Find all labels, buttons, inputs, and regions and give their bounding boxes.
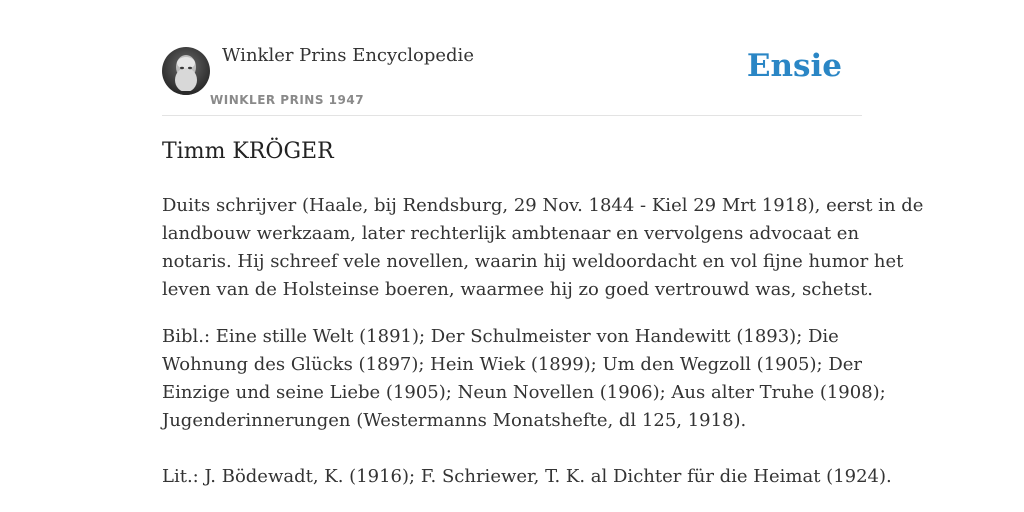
article-title: Timm KRÖGER — [162, 139, 334, 164]
paragraph-line: Jugenderinnerungen (Westermanns Monatshefte, dl 125, 1918). — [162, 410, 747, 431]
paragraph-line: Bibl.: Eine stille Welt (1891); Der Schulmeister von Handewitt (1893); Die — [162, 326, 839, 347]
article-paragraph-bibliography — [162, 323, 886, 435]
paragraph-line: landbouw werkzaam, later rechterlijk ambtenaar en vervolgens advocaat en — [162, 223, 860, 244]
ensie-logo-link[interactable]: Ensie — [746, 48, 842, 84]
article-paragraph-biography — [162, 192, 924, 304]
paragraph-line: leven van de Holsteinse boeren, waarmee hij zo goed vertrouwd was, schetst. — [162, 279, 874, 300]
paragraph-line: Einzige und seine Liebe (1905); Neun Novellen (1906); Aus alter Truhe (1908); — [162, 382, 886, 403]
article-paragraph-literature — [162, 463, 892, 491]
site-title[interactable]: Winkler Prins Encyclopedie — [222, 45, 474, 66]
header-divider — [162, 115, 862, 116]
author-avatar[interactable] — [162, 47, 210, 95]
paragraph-line: Lit.: J. Bödewadt, K. (1916); F. Schriewer, T. K. al Dichter für die Heimat (1924). — [162, 466, 892, 487]
paragraph-line: notaris. Hij schreef vele novellen, waarin hij weldoordacht en vol fijne humor het — [162, 251, 904, 272]
paragraph-line: Duits schrijver (Haale, bij Rendsburg, 29 Nov. 1844 - Kiel 29 Mrt 1918), eerst in de — [162, 195, 924, 216]
paragraph-line: Wohnung des Glücks (1897); Hein Wiek (1899); Um den Wegzoll (1905); Der — [162, 354, 863, 375]
site-subtitle[interactable]: WINKLER PRINS 1947 — [210, 93, 365, 107]
portrait-image — [162, 47, 210, 95]
